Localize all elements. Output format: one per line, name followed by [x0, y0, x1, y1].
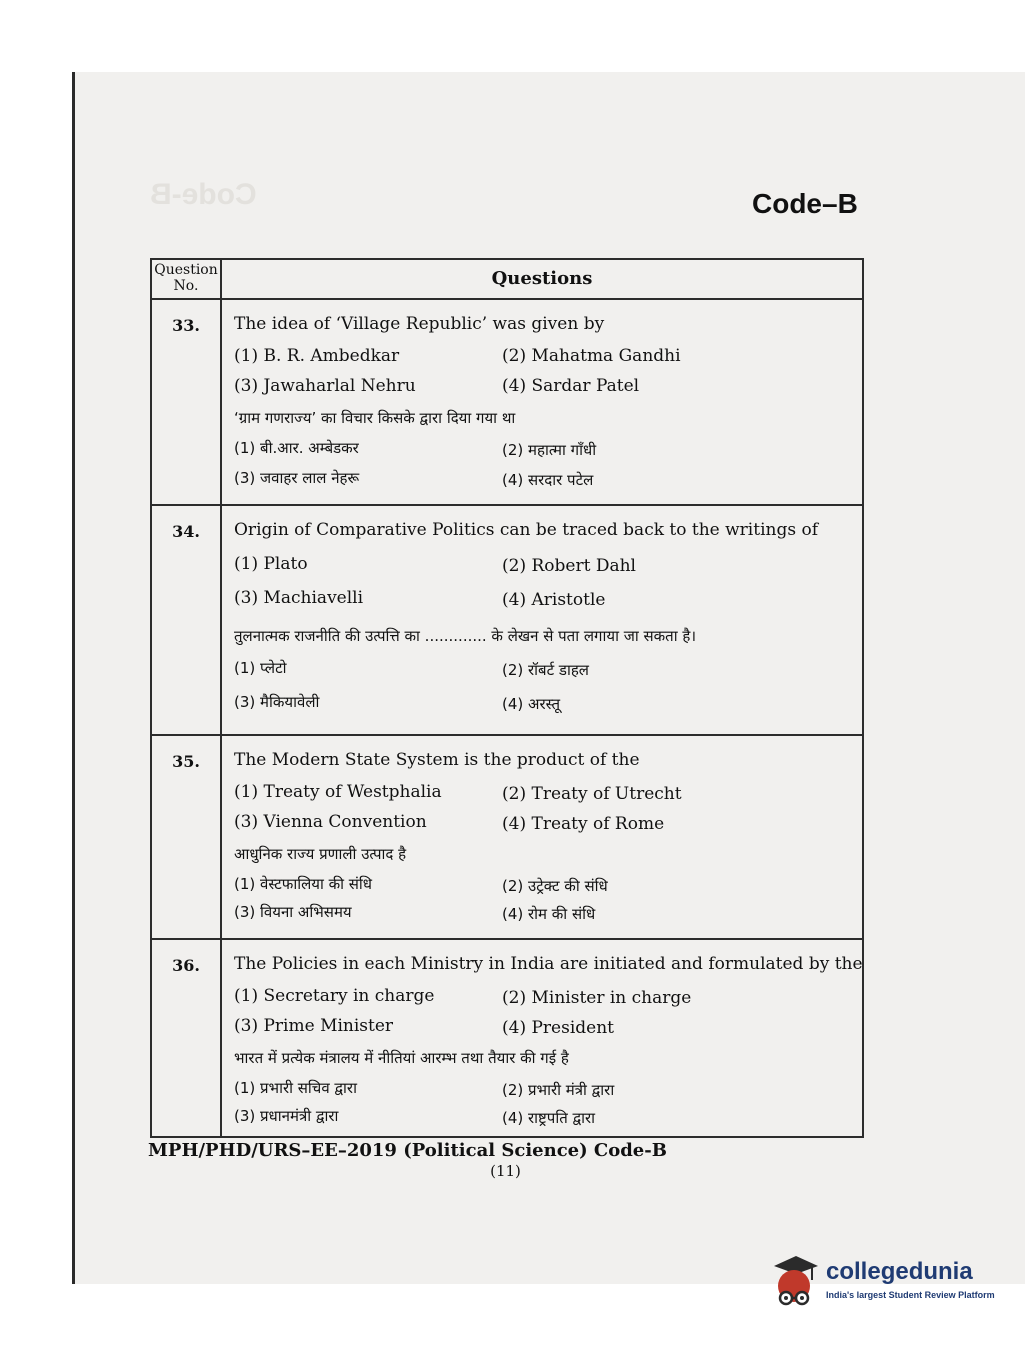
option-3-en: (3) Prime Minister: [234, 1016, 394, 1036]
option-1-en: (1) B. R. Ambedkar: [234, 346, 400, 366]
option-3-hi: (3) प्रधानमंत्री द्वारा: [234, 1107, 339, 1125]
question-row: [152, 940, 862, 1136]
question-text-en: Origin of Comparative Politics can be traced back to the writings of: [234, 520, 819, 540]
question-row: [152, 506, 862, 736]
question-text-en: The idea of ‘Village Republic’ was given by: [234, 314, 605, 334]
table-header: [152, 260, 862, 300]
option-2-en: (2) Robert Dahl: [502, 556, 636, 576]
header-question-no: Question No.: [154, 262, 218, 294]
question-row: [152, 300, 862, 506]
option-2-en: (2) Mahatma Gandhi: [502, 346, 681, 366]
logo-tagline: India's largest Student Review Platform: [826, 1290, 995, 1300]
option-1-en: (1) Treaty of Westphalia: [234, 782, 442, 802]
option-1-hi: (1) प्लेटो: [234, 659, 287, 677]
option-4-hi: (4) सरदार पटेल: [502, 471, 594, 489]
collegedunia-logo: [766, 1252, 996, 1316]
question-text-en: The Policies in each Ministry in India are initiated and formulated by the: [234, 954, 863, 974]
option-4-en: (4) Aristotle: [502, 590, 606, 610]
option-3-hi: (3) मैकियावेली: [234, 693, 320, 711]
option-2-en: (2) Minister in charge: [502, 988, 692, 1008]
option-4-en: (4) Treaty of Rome: [502, 814, 665, 834]
option-1-hi: (1) बी.आर. अम्बेडकर: [234, 439, 359, 457]
scan-edge: [72, 72, 75, 1284]
question-text-hi: ‘ग्राम गणराज्य’ का विचार किसके द्वारा दिया गया था: [234, 409, 516, 427]
question-number: 33.: [172, 316, 200, 335]
option-2-hi: (2) महात्मा गाँधी: [502, 441, 597, 459]
option-4-hi: (4) अरस्तू: [502, 695, 560, 713]
option-4-en: (4) Sardar Patel: [502, 376, 640, 396]
questions-table: [150, 258, 864, 1138]
paper-footer-title: MPH/PHD/URS–EE–2019 (Political Science) Code-B: [148, 1140, 667, 1161]
option-1-hi: (1) वेस्टफालिया की संधि: [234, 875, 373, 893]
mascot-icon: [766, 1252, 822, 1316]
option-3-en: (3) Vienna Convention: [234, 812, 427, 832]
paper-code: Code–B: [752, 188, 858, 219]
bleed-through-code: Code-B: [150, 178, 257, 211]
option-4-hi: (4) रोम की संधि: [502, 905, 596, 923]
option-1-en: (1) Plato: [234, 554, 308, 574]
question-text-hi: तुलनात्मक राजनीति की उत्पत्ति का ............. के लेखन से पता लगाया जा सकता है।: [234, 627, 697, 645]
option-2-en: (2) Treaty of Utrecht: [502, 784, 682, 804]
option-3-hi: (3) वियना अभिसमय: [234, 903, 352, 921]
option-3-en: (3) Jawaharlal Nehru: [234, 376, 416, 396]
page-number-wrap: [0, 1162, 1025, 1180]
option-1-hi: (1) प्रभारी सचिव द्वारा: [234, 1079, 357, 1097]
logo-wordmark: collegedunia: [826, 1258, 973, 1285]
option-2-hi: (2) प्रभारी मंत्री द्वारा: [502, 1081, 615, 1099]
option-1-en: (1) Secretary in charge: [234, 986, 435, 1006]
option-3-en: (3) Machiavelli: [234, 588, 364, 608]
question-number: 36.: [172, 956, 200, 975]
option-4-en: (4) President: [502, 1018, 614, 1038]
page-number: (11): [490, 1162, 521, 1180]
question-number: 35.: [172, 752, 200, 771]
option-2-hi: (2) रॉबर्ट डाहल: [502, 661, 589, 679]
question-text-hi: भारत में प्रत्येक मंत्रालय में नीतियां आरम्भ तथा तैयार की गई है: [234, 1049, 569, 1067]
option-2-hi: (2) उट्रेक्ट की संधि: [502, 877, 608, 895]
question-row: [152, 736, 862, 940]
option-3-hi: (3) जवाहर लाल नेहरू: [234, 469, 360, 487]
question-number: 34.: [172, 522, 200, 541]
question-text-hi: आधुनिक राज्य प्रणाली उत्पाद है: [234, 845, 407, 863]
header-questions: Questions: [491, 268, 593, 289]
question-text-en: The Modern State System is the product of the: [234, 750, 640, 770]
option-4-hi: (4) राष्ट्रपति द्वारा: [502, 1109, 596, 1127]
